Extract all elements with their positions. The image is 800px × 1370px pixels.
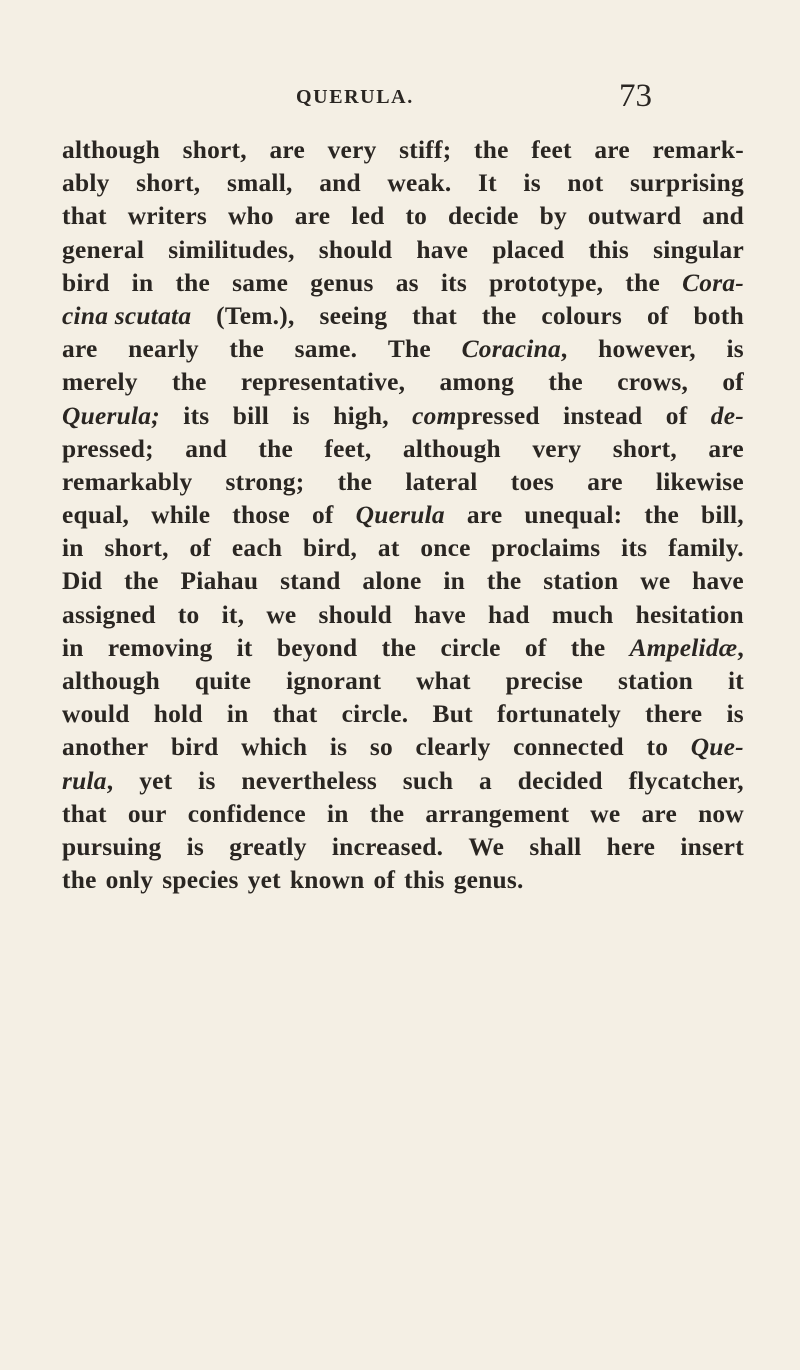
word: the [644, 501, 679, 530]
text-line [62, 333, 744, 366]
word: insert [680, 832, 744, 861]
word: prototype, [489, 268, 604, 297]
word: the [474, 136, 509, 164]
word: that [62, 202, 107, 231]
text-line [62, 864, 744, 897]
word: yet [139, 766, 173, 795]
word: bill, [701, 501, 744, 530]
word: Que- [690, 733, 744, 762]
word: although [62, 136, 160, 164]
word: much [551, 600, 614, 629]
word: are [62, 335, 98, 364]
word: is [329, 733, 348, 762]
word: of [524, 633, 547, 662]
word: and [185, 434, 227, 463]
word: But [432, 700, 473, 729]
word: should [318, 600, 393, 629]
word: in [443, 567, 466, 596]
word: however, [598, 335, 696, 364]
word: short, [136, 169, 201, 198]
word: its [621, 534, 648, 563]
word: Cora- [682, 268, 744, 297]
text-line [62, 234, 744, 267]
word: what [416, 667, 471, 695]
word: quite [194, 667, 252, 695]
word: ably [62, 169, 110, 198]
word: of [722, 368, 744, 397]
word: short, [182, 136, 247, 164]
word: although [402, 434, 501, 463]
word: flycatcher, [628, 766, 744, 795]
word: toes [510, 467, 555, 496]
page-number: 73 [619, 78, 652, 114]
text-line [62, 366, 744, 399]
word: remark- [652, 136, 744, 164]
word: increased. [331, 832, 444, 861]
text-line [62, 565, 744, 598]
word: in [326, 799, 349, 828]
word: a [479, 766, 492, 795]
running-head [0, 78, 800, 126]
word: of [311, 501, 334, 530]
word: equal, [62, 501, 130, 530]
word: each [231, 534, 283, 563]
word: placed [492, 235, 565, 264]
word: proclaims [491, 534, 601, 563]
word: merely [62, 368, 138, 397]
text-line [62, 134, 744, 167]
text-line [62, 665, 744, 698]
word: that [62, 799, 107, 828]
word: small, [226, 169, 293, 198]
word: who [227, 202, 274, 231]
word: in [131, 268, 154, 297]
word: It [478, 169, 497, 198]
word: of [646, 301, 669, 330]
word: the [570, 633, 606, 662]
word: very [327, 136, 377, 164]
word: hold [153, 700, 203, 729]
word: bird [62, 268, 110, 297]
word: the [486, 567, 522, 596]
word: in [226, 700, 249, 729]
word: the [481, 301, 517, 330]
word: by [539, 202, 567, 231]
word: is [726, 335, 744, 364]
word: its [440, 268, 468, 297]
word: remarkably [62, 467, 193, 496]
word: our [127, 799, 167, 828]
word: species [162, 866, 239, 895]
word: compressed [412, 401, 540, 430]
word: that [412, 301, 457, 330]
word: same [232, 268, 289, 297]
word: Did [62, 567, 103, 596]
word: of [373, 866, 396, 895]
word: here [606, 832, 656, 861]
word: are [466, 501, 503, 530]
word: of [189, 534, 212, 563]
word: bird, [302, 534, 358, 563]
word: are [594, 136, 630, 164]
text-line [62, 400, 744, 433]
word: although [62, 667, 160, 695]
word: in [62, 534, 84, 563]
word: only [105, 866, 154, 895]
word: are [708, 434, 744, 463]
word: very [532, 434, 582, 463]
word: led [351, 202, 385, 231]
word: station [617, 667, 694, 695]
word: feet [531, 136, 572, 164]
word: outward [587, 202, 682, 231]
word: Piahau [180, 567, 259, 596]
word: strong; [225, 467, 305, 496]
text-line [62, 433, 744, 466]
word: the [258, 434, 293, 463]
word: colours [541, 301, 623, 330]
word: once [420, 534, 471, 563]
text-line [62, 499, 744, 532]
word: have [414, 600, 466, 629]
word: and [702, 202, 744, 231]
word: in [62, 633, 84, 662]
word: to [646, 733, 669, 762]
word: decide [448, 202, 519, 231]
word: ignorant [286, 667, 382, 695]
word: there [645, 700, 703, 729]
word: is [186, 832, 205, 861]
word: is [726, 700, 744, 729]
word: the [229, 335, 264, 364]
word: this [588, 235, 629, 264]
word: among [439, 368, 515, 397]
word: is [292, 401, 310, 430]
word: representative, [240, 368, 406, 397]
word: we [640, 567, 671, 596]
word: the [369, 799, 405, 828]
word: at [377, 534, 400, 563]
text-line [62, 599, 744, 632]
word: unequal: [524, 501, 623, 530]
word: both [693, 301, 744, 330]
word: stiff; [399, 136, 452, 164]
text-line [62, 698, 744, 731]
word: circle. [341, 700, 409, 729]
text-line [62, 200, 744, 233]
text-line [62, 267, 744, 300]
word: its [183, 401, 210, 430]
word: hesitation [635, 600, 744, 629]
text-line [62, 300, 744, 333]
word: not [567, 169, 604, 198]
word: which [241, 733, 308, 762]
word: genus. [453, 866, 524, 895]
word: now [698, 799, 744, 828]
word: genus [310, 268, 374, 297]
word: same. [294, 335, 358, 364]
word: similitudes, [168, 235, 295, 264]
word: such [402, 766, 454, 795]
word: it [727, 667, 744, 695]
word: Querula; [62, 401, 160, 430]
text-line [62, 466, 744, 499]
word: station [543, 567, 619, 596]
word: and [319, 169, 361, 198]
word: that [272, 700, 318, 729]
text-line [62, 167, 744, 200]
word: would [62, 700, 130, 729]
word: We [468, 832, 505, 861]
word: pressed; [62, 434, 154, 463]
word: the [62, 866, 97, 895]
word: had [488, 600, 530, 629]
word: those [232, 501, 290, 530]
text-line [62, 532, 744, 565]
word: nearly [128, 335, 199, 364]
word: assigned [62, 600, 156, 629]
word: family. [668, 534, 744, 563]
word: confidence [187, 799, 306, 828]
word: instead [563, 401, 643, 430]
word: another [62, 733, 149, 762]
word: alone [362, 567, 422, 596]
word: de- [710, 401, 744, 430]
word: while [151, 501, 211, 530]
text-line [62, 632, 744, 665]
word: beyond [276, 633, 358, 662]
word: crows, [617, 368, 689, 397]
word: Ampelidæ, [629, 633, 744, 662]
word: Querula [355, 501, 445, 530]
word: connected [513, 733, 624, 762]
word: The [387, 335, 431, 364]
running-title: QUERULA. [296, 86, 414, 108]
word: fortunately [496, 700, 621, 729]
word: the [172, 368, 207, 397]
word: pursuing [62, 832, 162, 861]
word: seeing [319, 301, 388, 330]
word: Coracina, [461, 335, 568, 364]
text-line [62, 765, 744, 798]
word: removing [107, 633, 213, 662]
word: have [692, 567, 744, 596]
word: (Tem.), [216, 301, 295, 330]
word: should [318, 235, 393, 264]
word: yet [247, 866, 281, 895]
word: bill [232, 401, 270, 430]
word: general [62, 235, 145, 264]
word: feet, [324, 434, 372, 463]
word: are [269, 136, 305, 164]
word: precise [505, 667, 584, 695]
text-line [62, 731, 744, 764]
word: weak. [387, 169, 452, 198]
word: likewise [655, 467, 744, 496]
word: the [175, 268, 211, 297]
word: we [266, 600, 297, 629]
word: arrangement [425, 799, 570, 828]
text-line [62, 798, 744, 831]
word: writers [127, 202, 207, 231]
word: are [641, 799, 677, 828]
word: bird [170, 733, 219, 762]
word: this [404, 866, 445, 895]
word: stand [280, 567, 341, 596]
word: known [289, 866, 365, 895]
word: shall [529, 832, 582, 861]
word: are [294, 202, 331, 231]
body-paragraph [62, 134, 744, 897]
word: to [405, 202, 428, 231]
text-line [62, 831, 744, 864]
word: the [337, 467, 373, 496]
word: the [625, 268, 660, 297]
word: circle [440, 633, 501, 662]
word: as [395, 268, 419, 297]
word: short, [612, 434, 677, 463]
word: have [416, 235, 469, 264]
word: cina scutata [62, 301, 192, 330]
word: surprising [629, 169, 744, 198]
word: is [523, 169, 541, 198]
word: is [198, 766, 216, 795]
word: singular [653, 235, 744, 264]
word: to [177, 600, 200, 629]
word: of [665, 401, 688, 430]
word: nevertheless [241, 766, 377, 795]
word: greatly [229, 832, 307, 861]
word: are [587, 467, 623, 496]
word: we [590, 799, 621, 828]
word: high, [333, 401, 389, 430]
word: decided [517, 766, 603, 795]
word: the [548, 368, 583, 397]
word: the [124, 567, 159, 596]
word: so [369, 733, 393, 762]
word: rula, [62, 766, 114, 795]
word: it, [221, 600, 245, 629]
word: short, [104, 534, 169, 563]
word: the [381, 633, 417, 662]
word: lateral [405, 467, 478, 496]
word: it [236, 633, 253, 662]
word: clearly [415, 733, 491, 762]
